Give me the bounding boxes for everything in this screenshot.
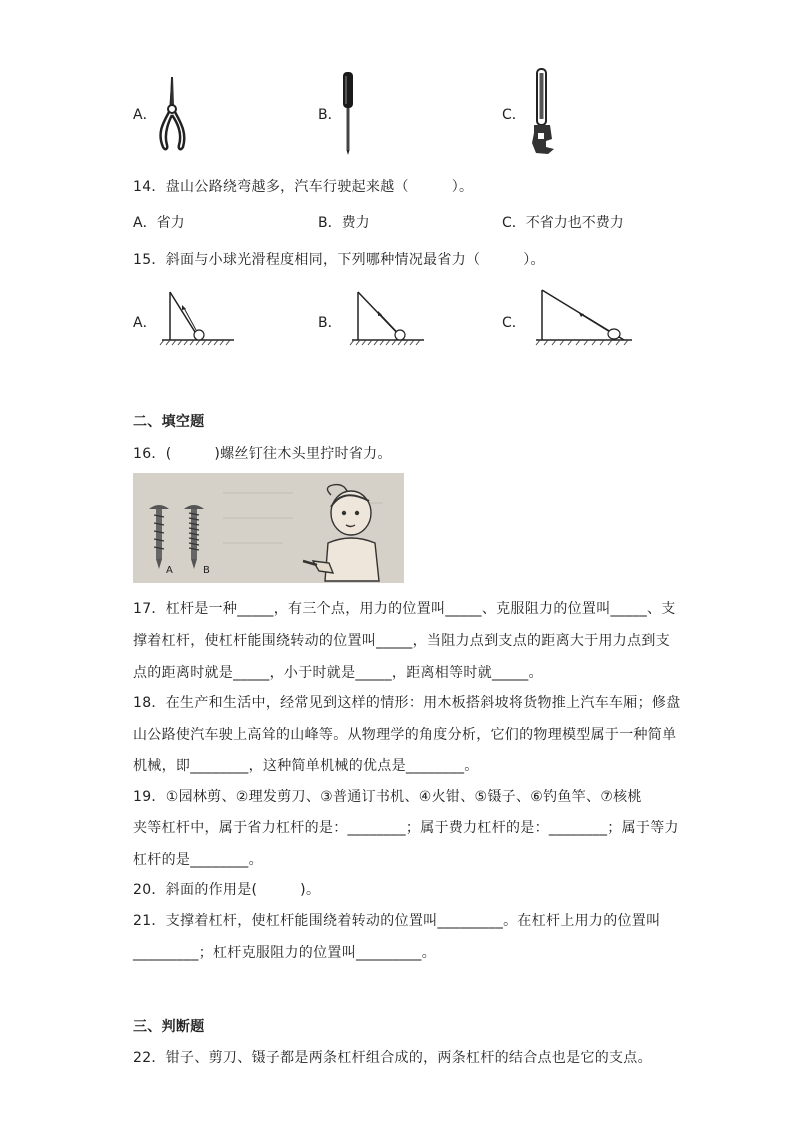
screw-b-label: B — [203, 565, 210, 576]
screws-illustration — [133, 473, 404, 583]
q18-line-1: 18．在生产和生活中，经常见到这样的情形：用木板搭斜坡将货物推上汽车车厢；修盘 — [133, 695, 681, 711]
q15-option-a-label: A． — [133, 315, 157, 331]
q15-option-c-label: C． — [502, 315, 526, 331]
section-2-title: 二、填空题 — [133, 414, 205, 430]
medium-incline-diagram — [350, 288, 428, 350]
q14-option-b[interactable]: B．费力 — [318, 215, 370, 231]
q13-option-a-label: A． — [133, 107, 157, 123]
q18-line-3: 机械，即________，这种简单机械的优点是________。 — [133, 758, 479, 774]
wrench-icon — [528, 67, 556, 155]
q21-line-1: 21．支撑着杠杆，使杠杆能围绕着转动的位置叫_________。在杠杆上用力的位置叫 — [133, 913, 661, 929]
q14-stem: 14．盘山公路绕弯越多，汽车行驶起来越（ ）。 — [133, 179, 474, 195]
q20-stem: 20．斜面的作用是( )。 — [133, 882, 321, 898]
gentle-incline-diagram — [536, 288, 636, 350]
q16-stem: 16．( )螺丝钉往木头里拧时省力。 — [133, 446, 392, 462]
q15-stem: 15．斜面与小球光滑程度相同，下列哪种情况最省力（ ）。 — [133, 252, 545, 268]
q18-line-2: 山公路使汽车驶上高耸的山峰等。从物理学的角度分析，它们的物理模型属于一种简单 — [133, 727, 677, 743]
q17-line-2: 撑着杠杆，使杠杆能围绕转动的位置叫_____，当阻力点到支点的距离大于用力点到支 — [133, 633, 670, 649]
q13-option-c-label: C． — [502, 107, 526, 123]
q17-line-3: 点的距离时就是_____，小于时就是_____，距离相等时就_____。 — [133, 665, 543, 681]
screw-a-label: A — [166, 565, 173, 576]
q19-line-1: 19．①园林剪、②理发剪刀、③普通订书机、④火钳、⑤镊子、⑥钓鱼竿、⑦核桃 — [133, 789, 642, 805]
steep-incline-diagram — [160, 288, 238, 350]
q14-option-c[interactable]: C．不省力也不费力 — [502, 215, 624, 231]
q13-option-b-label: B． — [318, 107, 342, 123]
section-3-title: 三、判断题 — [133, 1019, 205, 1035]
screwdriver-icon — [340, 70, 356, 156]
q14-option-a[interactable]: A．省力 — [133, 215, 185, 231]
screws-photo — [133, 473, 404, 583]
q22-stem: 22．钳子、剪刀、镊子都是两条杠杆组合成的，两条杠杆的结合点也是它的支点。 — [133, 1050, 652, 1066]
q19-line-3: 杠杆的是________。 — [133, 852, 263, 868]
q21-line-2: _________；杠杆克服阻力的位置叫_________。 — [133, 945, 436, 961]
pliers-icon — [155, 75, 191, 153]
q15-option-b-label: B． — [318, 315, 342, 331]
q19-line-2: 夹等杠杆中，属于省力杠杆的是：________；属于费力杠杆的是：________；属于等力 — [133, 820, 679, 836]
q17-line-1: 17．杠杆是一种_____，有三个点，用力的位置叫_____、克服阻力的位置叫_____、支 — [133, 601, 676, 617]
